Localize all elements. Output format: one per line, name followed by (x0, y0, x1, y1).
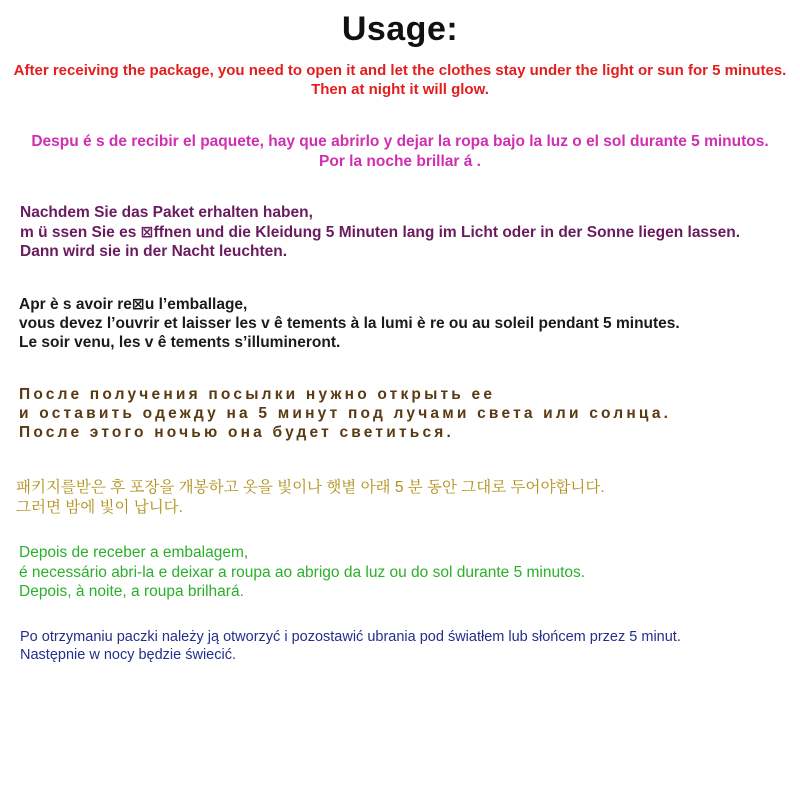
portuguese-line-3: Depois, à noite, a roupa brilhará. (19, 583, 244, 600)
french-line-2: vous devez l’ouvrir et laisser les v ê tements à la lumi è re ou au soleil pendant 5 minutes. (19, 315, 680, 332)
english-line-1: After receiving the package, you need to open it and let the clothes stay under the light or sun for 5 minutes. (13, 62, 787, 79)
korean-line-2: 그러면 밤에 빛이 납니다. (16, 498, 183, 516)
french-line-1: Apr è s avoir re⊠u l’emballage, (19, 296, 248, 313)
russian-instructions (19, 385, 671, 442)
spanish-line-1: Despu é s de recibir el paquete, hay que abrirlo y dejar la ropa bajo la luz o el sol durante 5 minutos. (31, 133, 769, 150)
portuguese-instructions (19, 543, 585, 602)
portuguese-line-1: Depois de receber a embalagem, (19, 544, 249, 561)
german-line-3: Dann wird sie in der Nacht leuchten. (20, 243, 287, 260)
english-instructions (0, 61, 800, 99)
english-line-2: Then at night it will glow. (311, 81, 489, 98)
polish-line-2: Następnie w nocy będzie świecić. (20, 647, 236, 663)
german-line-1: Nachdem Sie das Paket erhalten haben, (20, 204, 313, 221)
korean-line-1: 패키지를받은 후 포장을 개봉하고 옷을 빛이나 햇볕 아래 5 분 동안 그대로 두어야합니다. (16, 479, 605, 496)
german-line-2: m ü ssen Sie es ⊠ffnen und die Kleidung 5 Minuten lang im Licht oder in der Sonne liegen lassen. (20, 223, 741, 241)
polish-line-1: Po otrzymaniu paczki należy ją otworzyć i pozostawić ubrania pod światłem lub słońcem przez 5 minut. (20, 629, 681, 645)
french-line-3: Le soir venu, les v ê tements s’illumineront. (19, 334, 341, 351)
korean-instructions (16, 478, 605, 517)
spanish-instructions (0, 132, 800, 172)
french-instructions (19, 295, 680, 352)
page-title: Usage: (341, 10, 459, 48)
russian-line-1: После получения посылки нужно открыть ее (19, 386, 496, 403)
german-instructions (20, 203, 740, 262)
russian-line-3: После этого ночью она будет светиться. (19, 424, 455, 441)
spanish-line-2: Por la noche brillar á . (319, 153, 481, 170)
russian-line-2: и оставить одежду на 5 минут под лучами света или солнца. (19, 405, 672, 422)
portuguese-line-2: é necessário abri-la e deixar a roupa ao abrigo da luz ou do sol durante 5 minutos. (19, 563, 586, 581)
polish-instructions (20, 628, 681, 664)
